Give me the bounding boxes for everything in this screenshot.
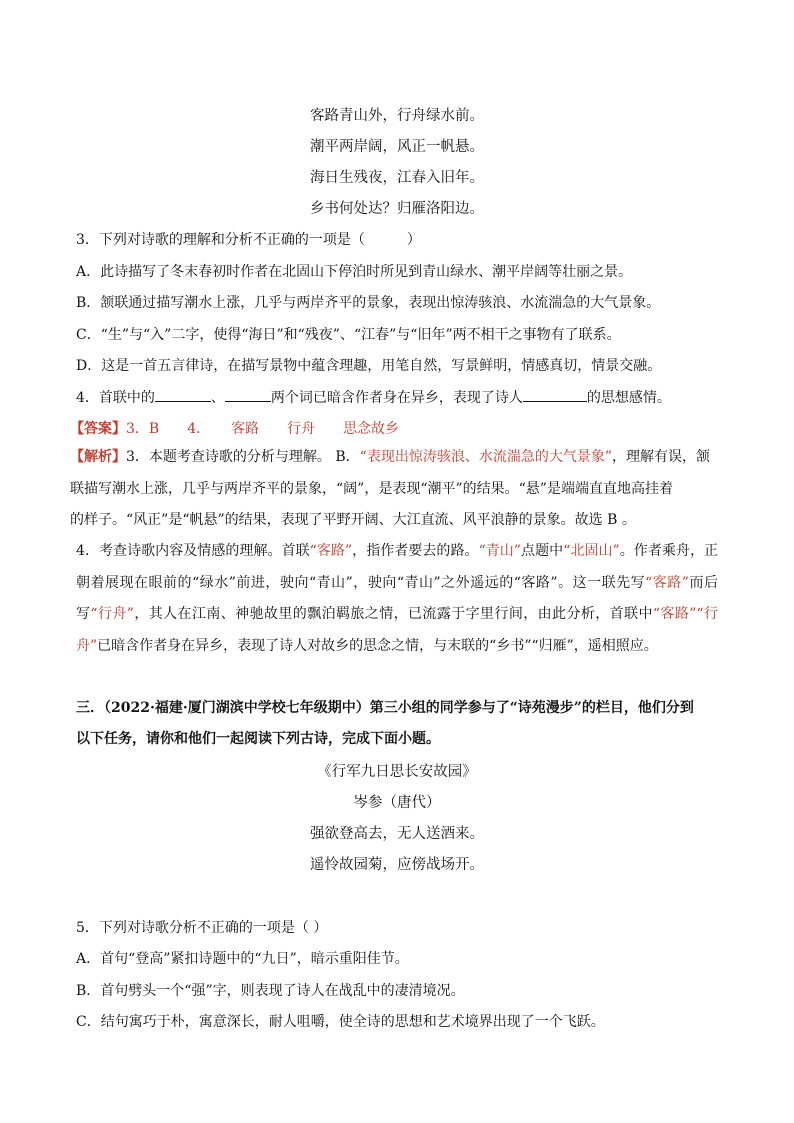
answer-tag: 【答案】 xyxy=(70,421,126,437)
analysis-paragraph-3: 【解析】3．本题考查诗歌的分析与理解。 B．“表现出惊涛骇浪、水流湍急的大气景象”，理解有误，颔 联描写潮水上涨，几乎与两岸齐平的景象，“阔”，是表现“潮平”的结果。“悬”是端端直直地高挂着 的样子。“风正”是“帆悬”的结果，表现了平野开阔、大江直流、风平浪静的景象。故选 B 。 xyxy=(70,449,710,528)
answer-blank xyxy=(225,389,271,402)
answer-text: 3．B 4． 客路 行舟 思念故乡 xyxy=(126,421,400,437)
poem-line: 潮平两岸阔，风正一帆悬。 xyxy=(310,139,484,155)
question-3-option-c: C．“生”与“入”二字，使得“海日”和“残夜”、“江春”与“旧年”两不相干之事物有了联系。 xyxy=(76,327,621,343)
question-3-stem: 3．下列对诗歌的理解和分析不正确的一项是（ ） xyxy=(76,232,421,248)
section-3-intro-line-2: 以下任务，请你和他们一起阅读下列古诗，完成下面小题。 xyxy=(76,731,440,747)
question-5-option-c: C．结句寓巧于朴，寓意深长，耐人咀嚼，使全诗的思想和艺术境界出现了一个飞跃。 xyxy=(76,1014,605,1030)
analysis-tag: 【解析】 xyxy=(70,449,126,465)
poem-line: 强欲登高去，无人送酒来。 xyxy=(310,826,484,842)
answer-line xyxy=(70,418,710,438)
poem-line: 遥怜故园菊，应傍战场开。 xyxy=(310,857,484,873)
section-3-intro-line-1: 三．（2022·福建·厦门湖滨中学校七年级期中）第三小组的同学参与了“诗苑漫步”的栏目，他们分到 xyxy=(76,700,694,716)
poem-title: 《行军九日思长安故园》 xyxy=(317,764,477,780)
poem-line: 客路青山外，行舟绿水前。 xyxy=(310,108,484,124)
question-5-stem: 5．下列对诗歌分析不正确的一项是（ ） xyxy=(76,920,328,936)
answer-blank xyxy=(155,389,211,402)
question-5-option-a: A．首句“登高”紧扣诗题中的“九日”，暗示重阳佳节。 xyxy=(76,951,409,967)
question-5-option-b: B．首句劈头一个“强”字，则表现了诗人在战乱中的凄清境况。 xyxy=(76,983,465,999)
question-3-option-a: A．此诗描写了冬末春初时作者在北固山下停泊时所见到青山绿水、潮平岸阔等壮丽之景。 xyxy=(76,264,633,280)
poem-line: 乡书何处达？归雁洛阳边。 xyxy=(310,201,484,217)
poem-author: 岑参（唐代） xyxy=(353,795,441,811)
question-3-option-b: B．颔联通过描写潮水上涨，几乎与两岸齐平的景象，表现出惊涛骇浪、水流湍急的大气景象。 xyxy=(76,295,661,311)
poem-line: 海日生残夜，江春入旧年。 xyxy=(310,170,484,186)
analysis-paragraph-4: 4．考查诗歌内容及情感的理解。首联“客路”，指作者要去的路。“青山”点题中“北固山”。作者乘舟，正朝着展现在眼前的“绿水”前进，驶向“青山”，驶向“青山”之外遥远的“客路”。这一联先写“客路”而后写“行舟”，其人在江南、神驰故里的飘泊羁旅之情，已流露于字里行间，由此分析，首联中“客路”“行舟”已暗含作者身在异乡，表现了诗人对故乡的思念之情，与末联的“乡书”“归雁”，遥相照应。 xyxy=(76,543,719,654)
question-4-stem: 4．首联中的 、 两个词已暗含作者身在异乡，表现了诗人 的思想感情。 xyxy=(76,390,671,406)
answer-blank xyxy=(523,389,587,402)
question-3-option-d: D．这是一首五言律诗，在描写景物中蕴含理趣，用笔自然，写景鲜明，情感真切，情景交融。 xyxy=(76,358,662,374)
